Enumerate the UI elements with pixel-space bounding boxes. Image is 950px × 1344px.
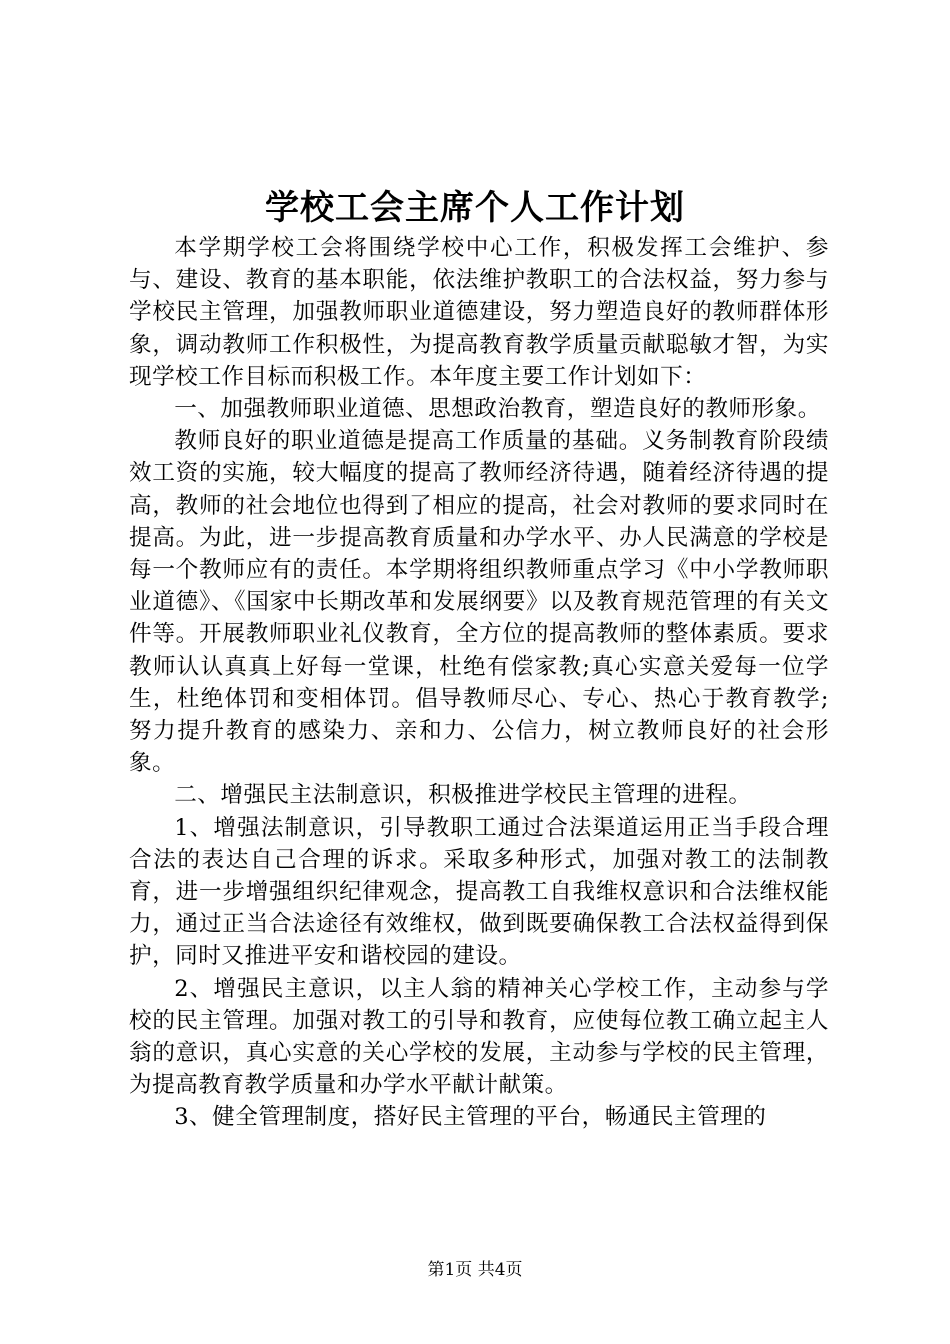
paragraph-section-1: 教师良好的职业道德是提高工作质量的基础。义务制教育阶段绩效工资的实施，较大幅度的提高了教师经济待遇，随着经济待遇的提高，教师的社会地位也得到了相应的提高，社会对教师的要求同时在提高。为此，进一步提高教育质量和办学水平、办人民满意的学校是每一个教师应有的责任。本学期将组织教师重点学习《中小学教师职业道德》、《国家中长期改革和发展纲要》以及教育规范管理的有关文件等。开展教师职业礼仪教育，全方位的提高教师的整体素质。要求教师认认真真上好每一堂课，杜绝有偿家教;真心实意关爱每一位学生，杜绝体罚和变相体罚。倡导教师尽心、专心、热心于教育教学;努力提升教育的感染力、亲和力、公信力，树立教师良好的社会形象。: [129, 428, 829, 777]
paragraph-item-3: 3、健全管理制度，搭好民主管理的平台，畅通民主管理的: [174, 1104, 767, 1131]
heading-section-1: 一、加强教师职业道德、思想政治教育，塑造良好的教师形象。: [174, 396, 821, 423]
document-body: [129, 232, 829, 1134]
paragraph-intro: 本学期学校工会将围绕学校中心工作，积极发挥工会维护、参与、建设、教育的基本职能，依法维护教职工的合法权益，努力参与学校民主管理，加强教师职业道德建设，努力塑造良好的教师群体形象，调动教师工作积极性，为提高教育教学质量贡献聪敏才智，为实现学校工作目标而积极工作。本年度主要工作计划如下：: [129, 235, 829, 390]
heading-section-2: 二、增强民主法制意识，积极推进学校民主管理的进程。: [174, 782, 752, 809]
document-title: 学校工会主席个人工作计划: [265, 188, 685, 228]
paragraph-item-2: 2、增强民主意识，以主人翁的精神关心学校工作，主动参与学校的民主管理。加强对教工的引导和教育，应使每位教工确立起主人翁的意识，真心实意的关心学校的发展，主动参与学校的民主管理，为提高教育教学质量和办学水平献计献策。: [129, 975, 829, 1099]
page-number-footer: 第1页 共4页: [427, 1260, 523, 1280]
paragraph-item-1: 1、增强法制意识，引导教职工通过合法渠道运用正当手段合理合法的表达自己合理的诉求。采取多种形式，加强对教工的法制教育，进一步增强组织纪律观念，提高教工自我维权意识和合法维权能力，通过正当合法途径有效维权，做到既要确保教工合法权益得到保护，同时又推进平安和谐校园的建设。: [129, 814, 829, 970]
